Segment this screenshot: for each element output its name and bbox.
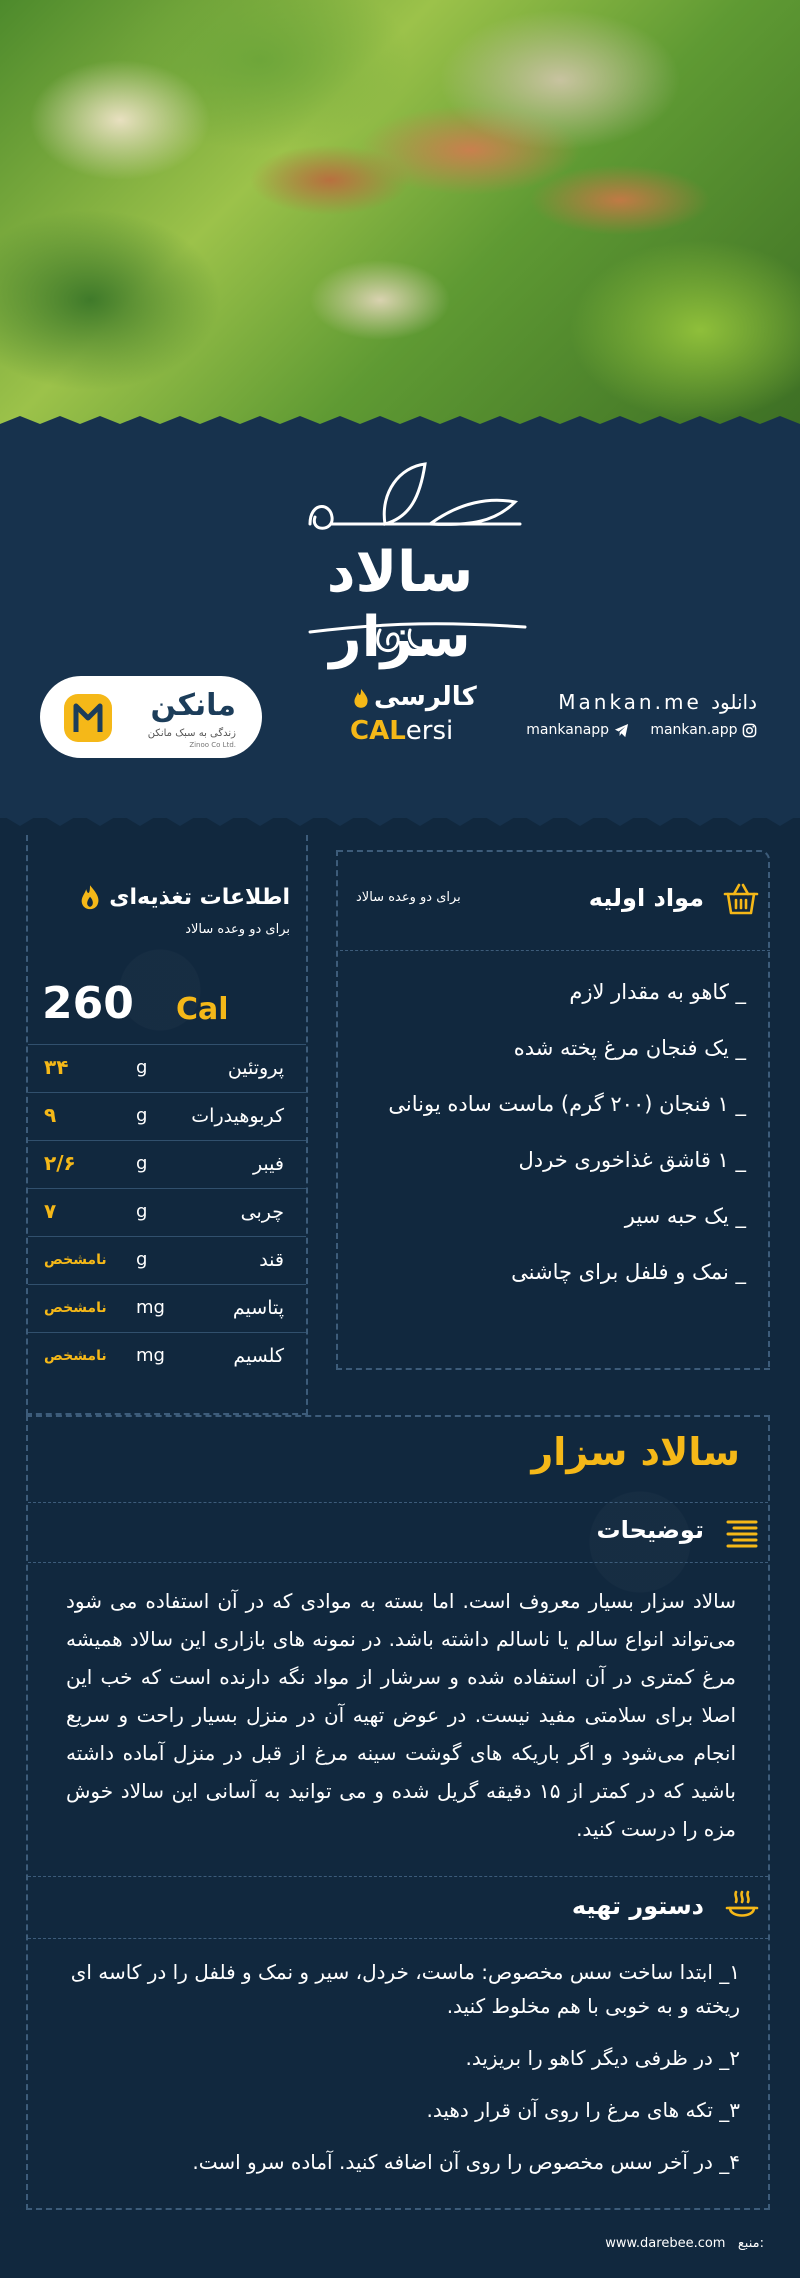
ingredient-item: _ یک حبه سیر	[624, 1204, 746, 1228]
source-credit	[605, 2236, 764, 2251]
calersi-cal: CAL	[350, 716, 406, 746]
step-item: ۴_ در آخر سس مخصوص را روی آن اضافه کنید. آماده سرو است.	[192, 2150, 740, 2174]
ingredients-list	[326, 972, 746, 1308]
calersi-logo-en	[350, 716, 453, 746]
description-text: سالاد سزار بسیار معروف است. اما بسته به موادی که در آن استفاده می شود می‌تواند انواع سالم یا ناسالم داشته باشد. در نمونه های بازاری این سالاد همیشه مرغ کمتری در آن استفاده شده و سرشار از مواد نگه دارنده است که خب این اصلا برای سلامتی مفید نیست. در عوض تهیه آن در منزل بسیار راحت و سریع انجام می‌شود و اگر باریکه های گوشت سینه مرغ از قبل در منزل آماده داشته باشید که در کمتر از ۱۵ دقیقه گریل شده و می توانید به آسانی این سالاد خوش مزه را درست کنید.	[66, 1589, 736, 1841]
brand-name: مانکن	[150, 688, 236, 723]
preparation-title: دستور تهیه	[571, 1892, 704, 1920]
instagram-icon	[742, 723, 757, 738]
description-list-icon	[724, 1514, 760, 1550]
ruler-logo-icon	[62, 692, 114, 744]
brand-tagline: زندگی به سبک مانکن	[147, 728, 236, 739]
nutrient-row-carbs: کربوهیدرات g ۹	[28, 1092, 306, 1140]
nutrient-row-protein: پروتئین g ۳۴	[28, 1044, 306, 1092]
hero-salad-photo	[0, 0, 800, 440]
nutrient-row-fat: چربی g ۷	[28, 1188, 306, 1236]
preparation-steps	[60, 1955, 740, 2197]
step-item: ۱_ ابتدا ساخت سس مخصوص: ماست، خردل، سیر و نمک و فلفل را در کاسه ای ریخته و به خوبی با هم مخلوط کنید.	[70, 1960, 740, 2018]
step-item: ۲_ در ظرفی دیگر کاهو را بریزید.	[465, 2046, 740, 2070]
flame-icon	[78, 884, 102, 912]
description-title: توضیحات	[596, 1516, 704, 1544]
download-site: Mankan.me	[558, 690, 702, 714]
brand-tagline-en: Zinoo Co Ltd.	[189, 741, 236, 749]
nutrient-row-potassium: پتاسیم mg نامشخص	[28, 1284, 306, 1332]
flame-icon	[352, 688, 370, 710]
recipe-title: سالاد سزار	[326, 540, 474, 670]
ingredient-item: _ یک فنجان مرغ پخته شده	[513, 1036, 746, 1060]
nutrition-title: اطلاعات تغذیه‌ای	[40, 884, 290, 912]
telegram-handle[interactable]: mankanapp	[526, 722, 610, 738]
calories-unit: Cal	[176, 992, 229, 1027]
source-label: منبع:	[737, 2236, 764, 2251]
preparation-divider-top	[28, 1876, 768, 1877]
section-title: سالاد سزار	[531, 1430, 740, 1474]
nutrition-table	[28, 1044, 306, 1384]
nutrition-subtitle: برای دو وعده سالاد	[185, 922, 290, 937]
calersi-logo-fa: کالرسی	[374, 682, 477, 712]
section-divider	[28, 1502, 768, 1503]
nutrient-row-fiber: فیبر g ۲/۶	[28, 1140, 306, 1188]
preparation-divider	[28, 1938, 768, 1939]
nutrient-row-sugar: قند g نامشخص	[28, 1236, 306, 1284]
telegram-icon	[614, 723, 629, 738]
ingredient-item: _ ۱ قاشق غذاخوری خردل	[518, 1148, 746, 1172]
ingredient-item: _ ۱ فنجان (۲۰۰ گرم) ماست ساده یونانی	[388, 1092, 746, 1116]
mankan-logo[interactable]	[40, 676, 262, 758]
social-links	[522, 722, 757, 738]
ingredients-subtitle: برای دو وعده سالاد	[356, 890, 461, 905]
download-text: دانلود	[711, 690, 757, 714]
download-label[interactable]	[558, 690, 757, 714]
description-divider	[28, 1562, 768, 1563]
nutrient-row-calcium: کلسیم mg نامشخص	[28, 1332, 306, 1384]
step-item: ۳_ تکه های مرغ را روی آن قرار دهید.	[426, 2098, 740, 2122]
basket-icon	[722, 882, 760, 916]
ingredients-divider	[340, 950, 770, 951]
instagram-handle[interactable]: mankan.app	[650, 722, 738, 738]
ingredient-item: _ کاهو به مقدار لازم	[569, 980, 746, 1004]
cooking-pot-icon	[724, 1888, 760, 1924]
calories-value: 260	[42, 978, 134, 1029]
ingredients-title: مواد اولیه	[588, 884, 704, 912]
calersi-ersi: ersi	[405, 716, 454, 746]
header-zigzag-edge	[0, 806, 800, 830]
source-url[interactable]: www.darebee.com	[605, 2236, 726, 2251]
ingredient-item: _ نمک و فلفل برای چاشنی	[511, 1260, 746, 1284]
